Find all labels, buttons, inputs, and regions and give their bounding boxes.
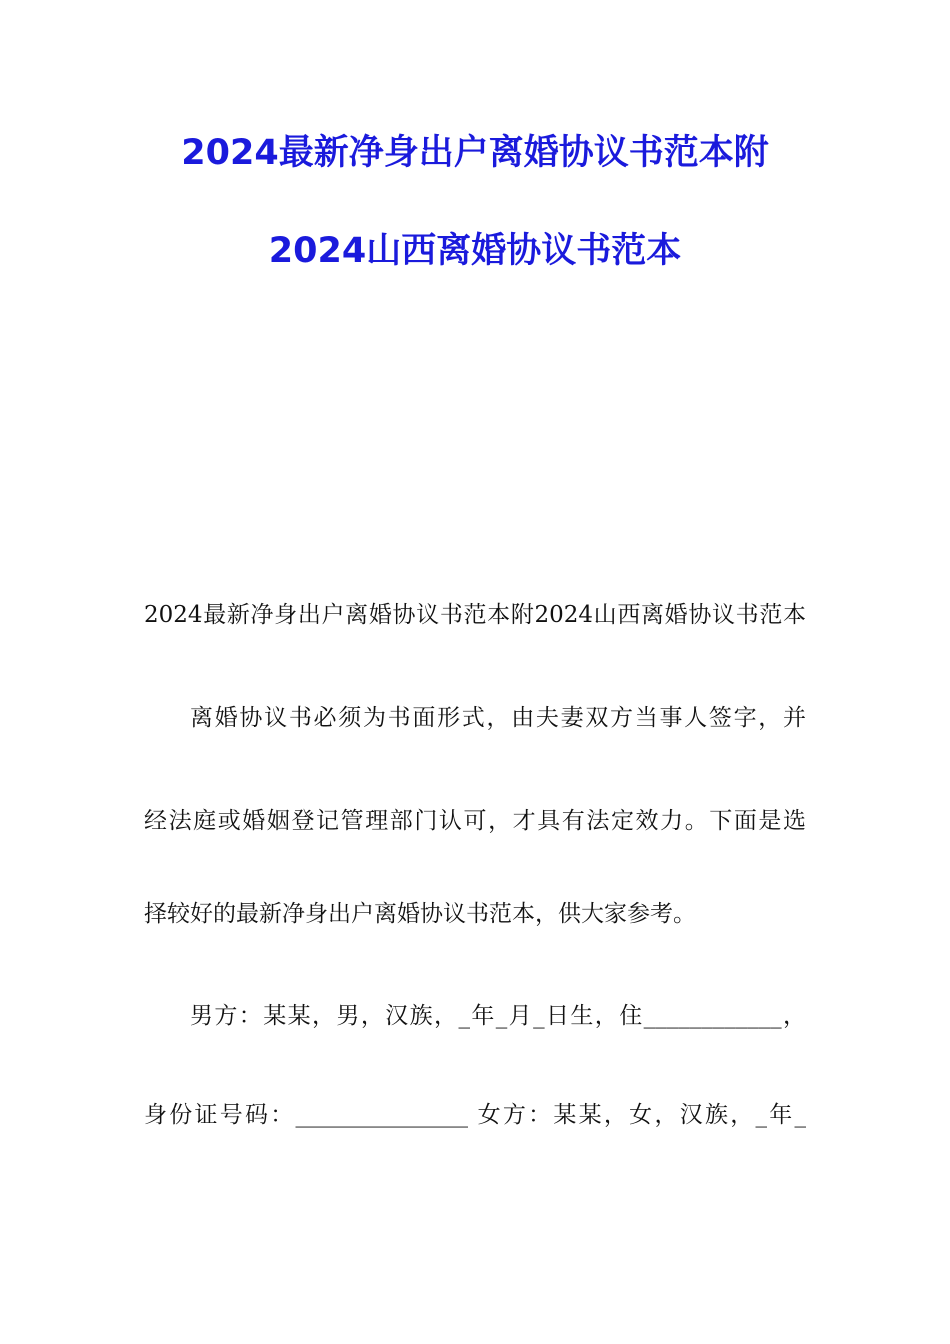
- document-title-line-1: 2024最新净身出户离婚协议书范本附: [181, 133, 769, 173]
- body-line-1: 2024最新净身出户离婚协议书范本附2024山西离婚协议书范本: [144, 602, 806, 628]
- body-line-3: 经法庭或婚姻登记管理部门认可，才具有法定效力。下面是选: [144, 808, 806, 834]
- body-line-5: 男方：某某，男，汉族，_年_月_日生，住____________，: [190, 1003, 806, 1029]
- document-title-line-2: 2024山西离婚协议书范本: [268, 231, 682, 271]
- body-line-2: 离婚协议书必须为书面形式，由夫妻双方当事人签字，并: [190, 705, 806, 731]
- body-line-4: 择较好的最新净身出户离婚协议书范本，供大家参考。: [144, 901, 696, 927]
- body-line-6: 身份证号码：_______________ 女方：某某，女，汉族，_年_: [144, 1102, 806, 1128]
